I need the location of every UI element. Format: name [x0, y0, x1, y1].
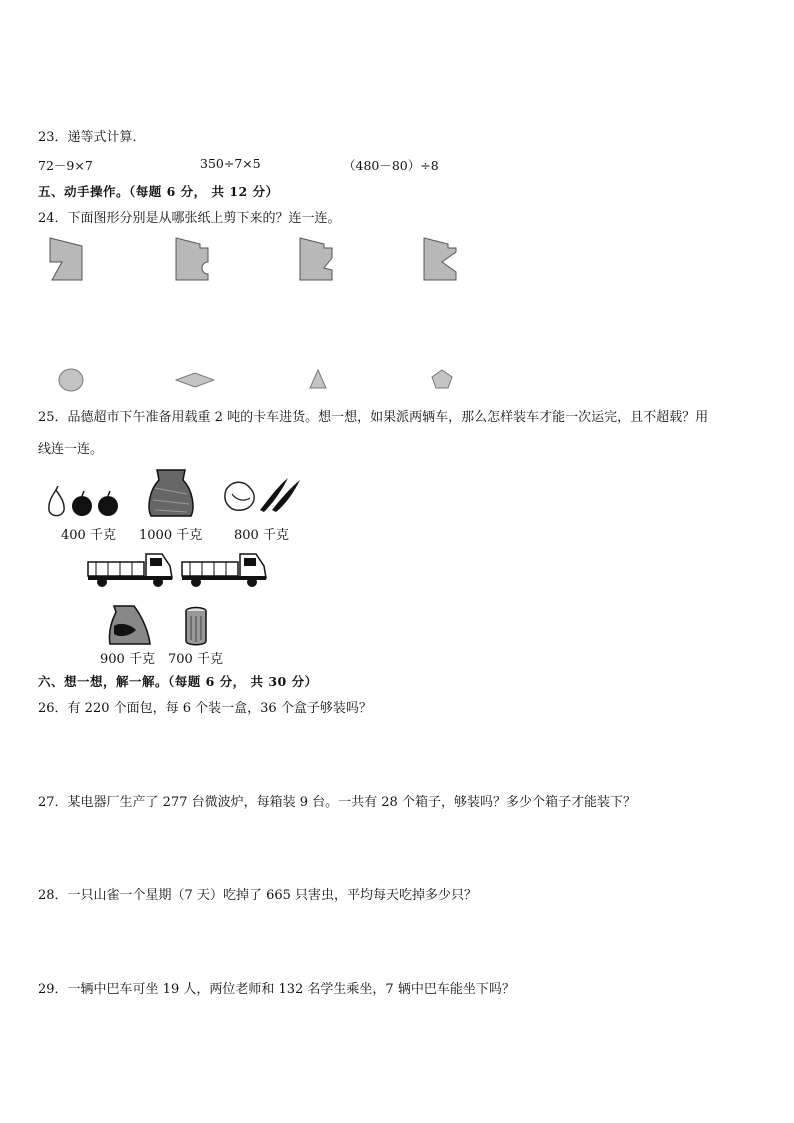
cut-paper-4[interactable]	[422, 236, 458, 282]
fruit-icon[interactable]	[46, 486, 126, 520]
expression-2: 350÷7×5	[200, 156, 261, 171]
grain-bag-icon[interactable]	[106, 604, 152, 646]
truck-icon-2[interactable]	[180, 550, 268, 588]
expression-3: （480－80）÷8	[343, 158, 439, 173]
question-24-title: 24．下面图形分别是从哪张纸上剪下来的？连一连。	[38, 211, 341, 226]
section-5-title: 五、动手操作。（每题 6 分， 共 12 分）	[38, 184, 279, 199]
weight-label-900: 900 千克	[100, 652, 155, 667]
section-6-title: 六、想一想，解一解。（每题 6 分， 共 30 分）	[38, 674, 318, 689]
barrel-icon[interactable]	[184, 606, 208, 646]
cut-paper-1[interactable]	[48, 236, 84, 282]
question-27: 27．某电器厂生产了 277 台微波炉，每箱装 9 台。一共有 28 个箱子，够装吗？多少个箱子才能装下？	[38, 795, 636, 810]
question-26: 26．有 220 个面包，每 6 个装一盒，36 个盒子够装吗？	[38, 701, 372, 716]
truck-icon-1[interactable]	[86, 550, 174, 588]
weight-label-400: 400 千克	[61, 528, 116, 543]
rhombus-shape[interactable]	[175, 372, 215, 388]
question-25-line-2: 线连一连。	[38, 442, 104, 457]
pentagon-shape[interactable]	[431, 369, 453, 389]
circle-shape[interactable]	[58, 368, 84, 392]
vegetables-icon[interactable]	[220, 476, 302, 514]
expression-1: 72－9×7	[38, 158, 93, 173]
question-28: 28．一只山雀一个星期（7 天）吃掉了 665 只害虫，平均每天吃掉多少只？	[38, 888, 478, 903]
question-23-title: 23．递等式计算．	[38, 130, 146, 145]
weight-label-1000: 1000 千克	[139, 528, 203, 543]
question-29: 29．一辆中巴车可坐 19 人，两位老师和 132 名学生乘坐，7 辆中巴车能坐下吗？	[38, 982, 515, 997]
weight-label-700: 700 千克	[168, 652, 223, 667]
weight-label-800: 800 千克	[234, 528, 289, 543]
triangle-shape[interactable]	[309, 369, 327, 389]
cut-paper-3[interactable]	[298, 236, 334, 282]
cut-paper-2[interactable]	[174, 236, 210, 282]
sack-icon[interactable]	[145, 468, 197, 518]
question-25-line-1: 25．品德超市下午准备用载重 2 吨的卡车进货。想一想，如果派两辆车，那么怎样装车才能一次运完，且不超载？用	[38, 410, 709, 425]
